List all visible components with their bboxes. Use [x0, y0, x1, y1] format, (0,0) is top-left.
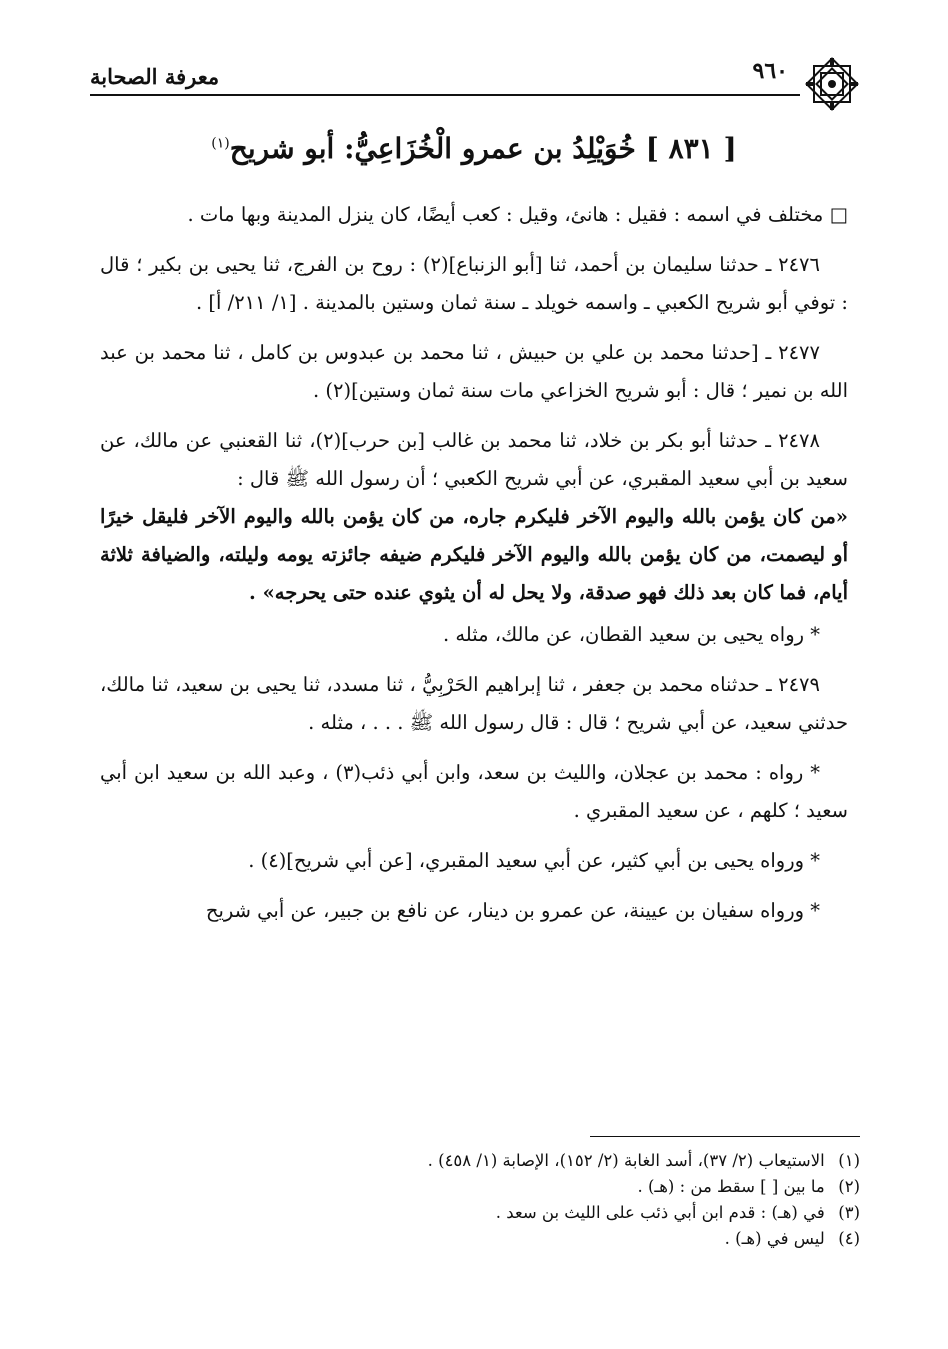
- hadith-2477: ٢٤٧٧ ـ [حدثنا محمد بن علي بن حبيش ، ثنا محمد بن عبدوس بن كامل ، ثنا محمد بن عبد الله بن نمير ؛ قال : أبو شريح الخزاعي مات سنة ثمان وستين](٢) .: [100, 341, 848, 402]
- footnote: [100, 1148, 860, 1174]
- intro-paragraph: □ مختلف في اسمه : فقيل : هانئ، وقيل : كعب أيضًا، كان ينزل المدينة وبها مات .: [187, 203, 848, 226]
- hadith-2478: [100, 422, 848, 612]
- hadith-2479: ٢٤٧٩ ـ حدثناه محمد بن جعفر ، ثنا إبراهيم الحَرْبِيُّ ، ثنا مسدد، ثنا يحيى بن سعيد، ثنا مالك، حدثني سعيد، عن أبي شريح ؛ قال : قال رسول الله ﷺ . . . ، مثله .: [100, 673, 848, 734]
- running-title: معرفة الصحابة: [90, 64, 220, 89]
- octagram-ornament-icon: [804, 56, 860, 112]
- page-number: ٩٦٠: [752, 58, 788, 84]
- chapter-title: [90, 132, 858, 165]
- footnote-mark: (٣): [838, 1203, 860, 1222]
- header-rule: [90, 94, 800, 96]
- hadith-2476: ٢٤٧٦ ـ حدثنا سليمان بن أحمد، ثنا [أبو الزنباع](٢) : روح بن الفرج، ثنا يحيى بن بكير ؛ قال : توفي أبو شريح الكعبي ـ واسمه خويلد ـ سنة ثمان وستين بالمدينة . [١/ ٢١١/ أ] .: [100, 253, 848, 314]
- footnote-text: ليس في (هـ) .: [724, 1229, 825, 1248]
- footnote-mark: (١): [838, 1151, 860, 1170]
- footnotes: [100, 1148, 860, 1252]
- footnote-text: ما بين [ ] سقط من : (هـ) .: [637, 1177, 825, 1196]
- chapter-note-mark: (١): [211, 135, 230, 152]
- narration-note-4: * ورواه سفيان بن عيينة، عن عمرو بن دينار، عن نافع بن جبير، عن أبي شريح: [205, 899, 820, 922]
- footnote: [100, 1226, 860, 1252]
- page-header: [90, 56, 858, 96]
- footnote-mark: (٢): [838, 1177, 860, 1196]
- footnote-text: الاستيعاب (٢/ ٣٧)، أسد الغابة (٢/ ١٥٢)، الإصابة (١/ ٤٥٨) .: [427, 1151, 825, 1170]
- footnote-text: في (هـ) : قدم ابن أبي ذئب على الليث بن سعد .: [495, 1203, 825, 1222]
- footnote-rule: [590, 1136, 860, 1137]
- chapter-title-text: [ ٨٣١ ] خُوَيْلِدُ بن عمرو الْخُزَاعِيُّ: أبو شريح: [229, 132, 737, 165]
- hadith-2478-matn: «من كان يؤمن بالله واليوم الآخر فليكرم جاره، من كان يؤمن بالله واليوم الآخر فليقل خيرًا أو ليصمت، من كان يؤمن بالله واليوم الآخر فليكرم ضيفه جائزته يومه وليلته، والضيافة ثلاثة أيام، فما كان بعد ذلك فهو صدقة، ولا يحل له أن يثوي عنده حتى يحرجه» .: [100, 505, 848, 604]
- narration-note-1: * رواه يحيى بن سعيد القطان، عن مالك، مثله .: [442, 623, 820, 646]
- body-text: [100, 196, 848, 942]
- narration-note-2: * رواه : محمد بن عجلان، والليث بن سعد، وابن أبي ذئب(٣) ، وعبد الله بن سعيد ابن أبي سعيد ؛ كلهم ، عن سعيد المقبري .: [100, 761, 848, 822]
- footnote-mark: (٤): [838, 1229, 860, 1248]
- footnote: [100, 1174, 860, 1200]
- footnote: [100, 1200, 860, 1226]
- hadith-2478-isnad: ٢٤٧٨ ـ حدثنا أبو بكر بن خلاد، ثنا محمد بن غالب [بن حرب](٢)، ثنا القعنبي عن مالك، عن سعيد بن أبي سعيد المقبري، عن أبي شريح الكعبي ؛ أن رسول الله ﷺ قال :: [100, 429, 848, 490]
- narration-note-3: * ورواه يحيى بن أبي كثير، عن أبي سعيد المقبري، [عن أبي شريح](٤) .: [248, 849, 820, 872]
